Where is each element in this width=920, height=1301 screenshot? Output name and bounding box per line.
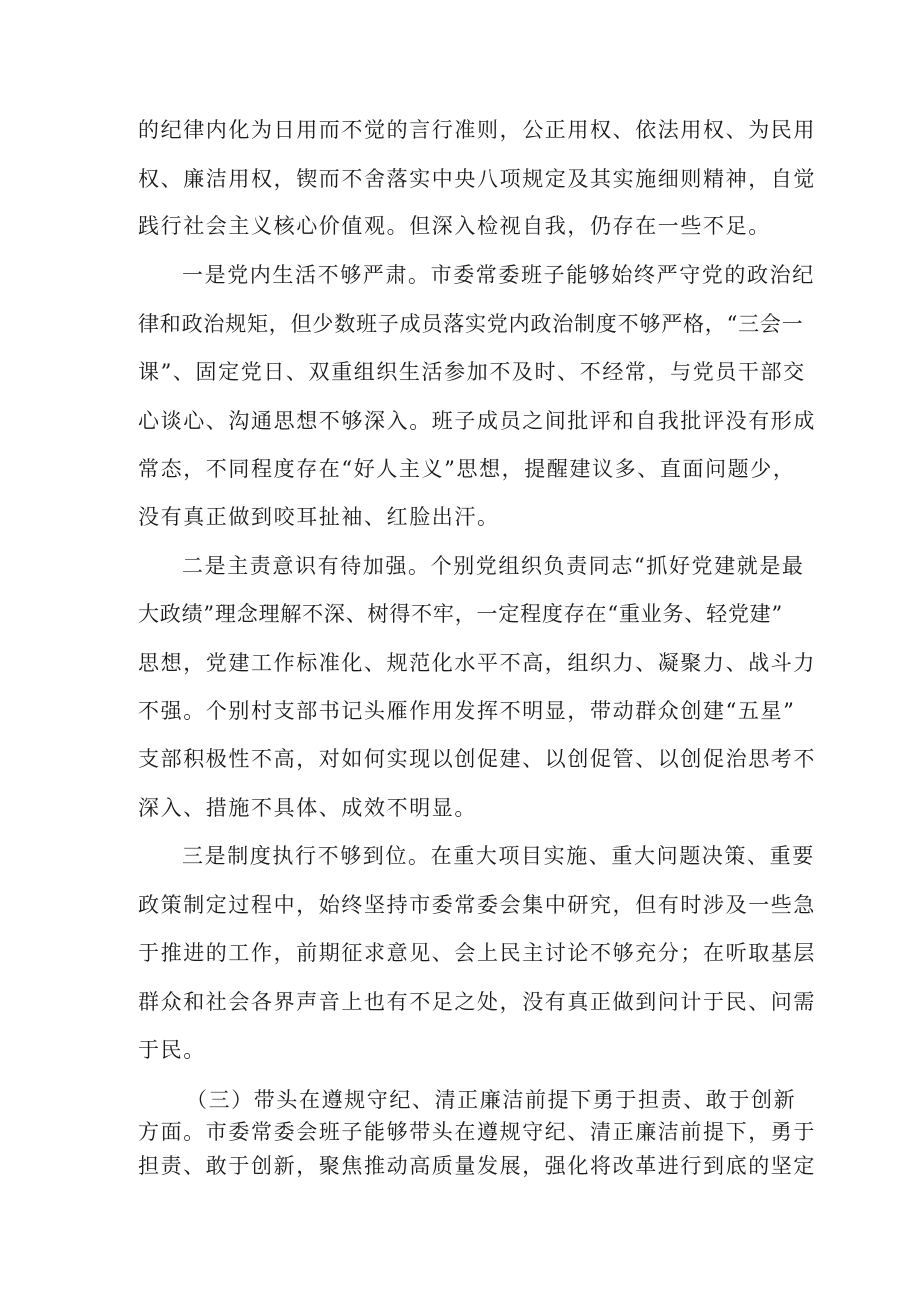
text-line: 大政绩”理念理解不深、树得不牢，一定程度存在“重业务、轻党建” — [138, 602, 784, 626]
text-line: 深入、措施不具体、成效不明显。 — [138, 796, 477, 820]
paragraph-heading-line: 二是主责意识有待加强。个别党组织负责同志“抓好党建就是最 — [182, 554, 805, 578]
text-line: 于民。 — [138, 1038, 206, 1062]
text-line: 担责、敢于创新，聚焦推动高质量发展，强化将改革进行到底的坚定 — [138, 1154, 816, 1178]
text-line: 心谈心、沟通思想不够深入。班子成员之间批评和自我批评没有形成 — [138, 409, 816, 433]
text-line: 方面。市委常委会班子能够带头在遵规守纪、清正廉洁前提下，勇于 — [138, 1120, 816, 1144]
text-line: 没有真正做到咬耳扯袖、红脸出汗。 — [138, 505, 500, 529]
text-line: 的纪律内化为日用而不觉的言行准则，公正用权、依法用权、为民用 — [138, 118, 816, 142]
text-line: 支部积极性不高，对如何实现以创促建、以创促管、以创促治思考不 — [138, 747, 816, 771]
text-line: 群众和社会各界声音上也有不足之处，没有真正做到问计于民、问需 — [138, 990, 816, 1014]
text-line: 权、廉洁用权，锲而不舍落实中央八项规定及其实施细则精神，自觉 — [138, 167, 816, 191]
paragraph-heading-line: 三是制度执行不够到位。在重大项目实施、重大问题决策、重要 — [182, 844, 815, 868]
text-line: 践行社会主义核心价值观。但深入检视自我，仍存在一些不足。 — [138, 214, 771, 238]
text-line: 常态，不同程度存在“好人主义”思想，提醒建议多、直面问题少， — [138, 457, 796, 481]
text-line: 课”、固定党日、双重组织生活参加不及时、不经常，与党员干部交 — [138, 360, 806, 384]
text-line: 于推进的工作，前期征求意见、会上民主讨论不够充分；在听取基层 — [138, 941, 816, 965]
text-line: 律和政治规矩，但少数班子成员落实党内政治制度不够严格，“三会一 — [138, 312, 804, 336]
text-line: 思想，党建工作标准化、规范化水平不高，组织力、凝聚力、战斗力 — [138, 651, 816, 675]
text-line: 不强。个别村支部书记头雁作用发挥不明显，带动群众创建“五星” — [138, 699, 796, 723]
paragraph-heading-line: 一是党内生活不够严肃。市委常委班子能够始终严守党的政治纪 — [182, 263, 815, 287]
section-heading-line: （三）带头在遵规守纪、清正廉洁前提下勇于担责、敢于创新 — [186, 1088, 797, 1112]
text-line: 政策制定过程中，始终坚持市委常委会集中研究，但有时涉及一些急 — [138, 893, 816, 917]
